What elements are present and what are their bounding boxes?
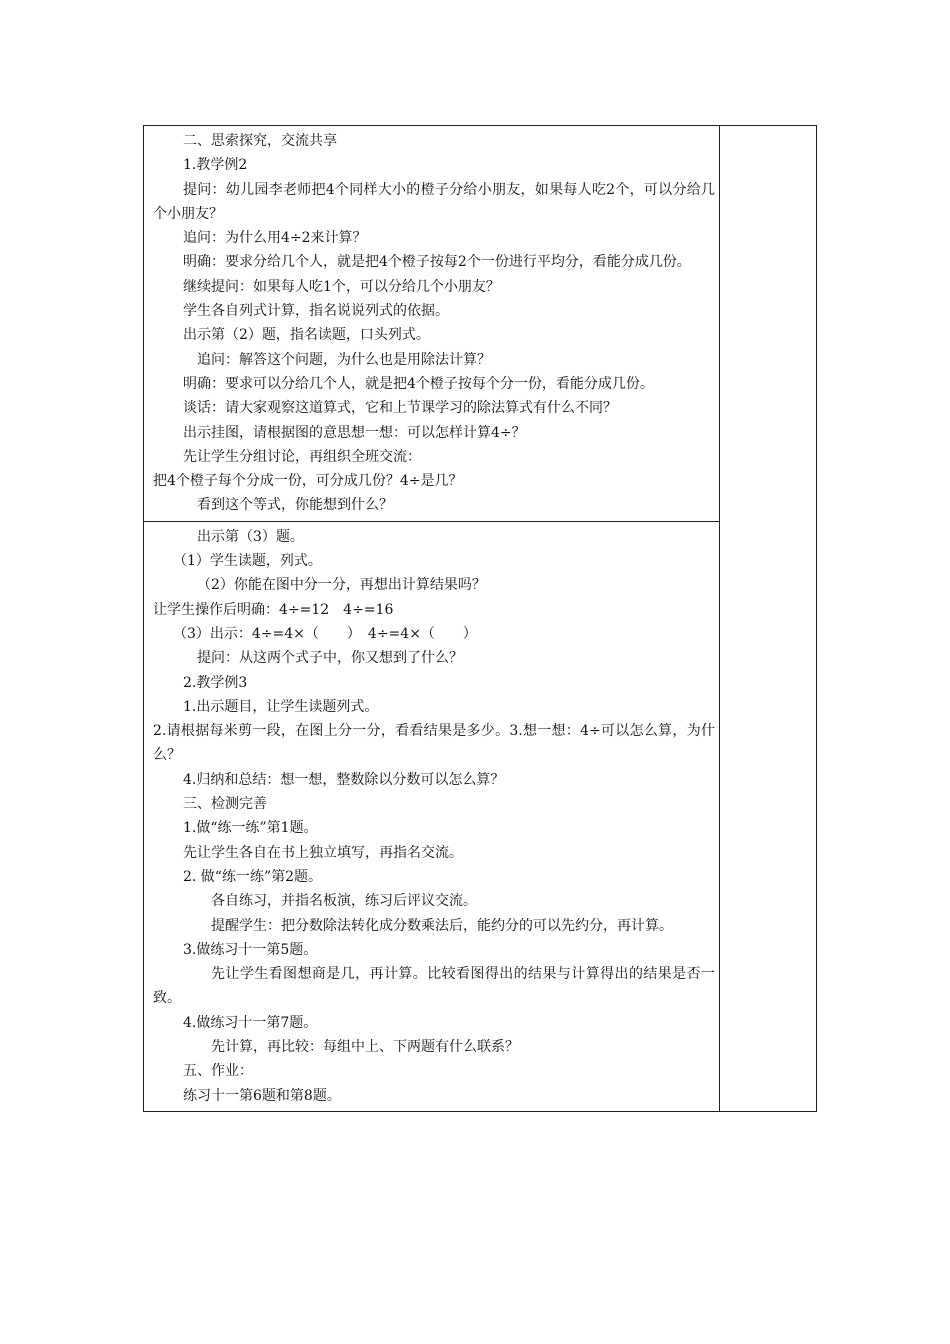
paragraph: 2. 做“练一练”第2题。 (183, 868, 323, 885)
lesson-table (143, 125, 817, 1112)
paragraph: 先让学生看图想商是几，再计算。比较看图得出的结果与计算得出的结果是否一致。 (153, 966, 715, 1007)
main-cell (144, 521, 720, 1111)
paragraph: （2）你能在图中分一分，再想出计算结果吗？ (197, 577, 486, 594)
paragraph: （1）学生读题，列式。 (173, 553, 322, 570)
paragraph: 2.教学例3 (183, 674, 248, 691)
paragraph: 出示第（3）题。 (197, 528, 304, 545)
paragraph: 1.做“练一练”第1题。 (183, 820, 318, 837)
section-2-content (144, 522, 719, 1111)
paragraph: 4.归纳和总结：想一想，整数除以分数可以怎么算？ (183, 771, 505, 788)
main-cell (144, 126, 720, 522)
paragraph: 谈话：请大家观察这道算式，它和上节课学习的除法算式有什么不同？ (183, 400, 617, 417)
paragraph: 追问：为什么用4÷2来计算？ (183, 230, 367, 247)
paragraph: 五、作业： (183, 1063, 253, 1080)
paragraph: 明确：要求可以分给几个人，就是把4个橙子按每个分一份，看能分成几份。 (183, 375, 654, 392)
paragraph: 出示第（2）题，指名读题，口头列式。 (183, 327, 430, 344)
paragraph: 提问：幼儿园李老师把4个同样大小的橙子分给小朋友，如果每人吃2个，可以分给几个小朋友？ (153, 181, 715, 222)
paragraph: 出示挂图，请根据图的意思想一想：可以怎样计算4÷？ (183, 424, 526, 441)
paragraph: 二、思索探究，交流共享 (183, 133, 337, 149)
section-1-content (144, 126, 719, 521)
table-row (144, 126, 817, 522)
paragraph: 先计算，再比较：每组中上、下两题有什么联系？ (211, 1038, 519, 1055)
table-row (144, 521, 817, 1111)
paragraph: 2.请根据每米剪一段，在图上分一分，看看结果是多少。3.想一想：4÷可以怎么算，为什么？ (153, 723, 715, 764)
paragraph: 先让学生分组讨论，再组织全班交流： (183, 448, 421, 465)
paragraph: 各自练习，并指名板演，练习后评议交流。 (211, 893, 477, 910)
paragraph: 三、检测完善 (183, 796, 267, 813)
paragraph: 把4个橙子每个分成一份，可分成几份？4÷是几？ (153, 473, 463, 490)
paragraph: 提醒学生：把分数除法转化成分数乘法后，能约分的可以先约分，再计算。 (211, 917, 673, 934)
paragraph: 练习十一第6题和第8题。 (183, 1087, 341, 1104)
paragraph: 4.做练习十一第7题。 (183, 1014, 318, 1031)
paragraph: 明确：要求分给几个人，就是把4个橙子按每2个一份进行平均分，看能分成几份。 (183, 254, 691, 271)
paragraph: （3）出示：4÷=4×（ ） 4÷=4×（ ） (173, 625, 477, 642)
paragraph: 让学生操作后明确：4÷=12 4÷=16 (153, 601, 394, 618)
paragraph: 3.做练习十一第5题。 (183, 941, 318, 958)
paragraph: 1.出示题目，让学生读题列式。 (183, 698, 379, 715)
paragraph: 追问：解答这个问题，为什么也是用除法计算？ (197, 351, 491, 368)
paragraph: 继续提问：如果每人吃1个，可以分给几个小朋友？ (183, 278, 500, 295)
paragraph: 先让学生各自在书上独立填写，再指名交流。 (183, 844, 463, 861)
paragraph: 学生各自列式计算，指名说说列式的依据。 (183, 303, 449, 320)
paragraph: 看到这个等式，你能想到什么？ (197, 497, 393, 514)
side-cell (720, 126, 817, 1112)
paragraph: 1.教学例2 (183, 157, 248, 174)
paragraph: 提问：从这两个式子中，你又想到了什么？ (197, 650, 463, 667)
